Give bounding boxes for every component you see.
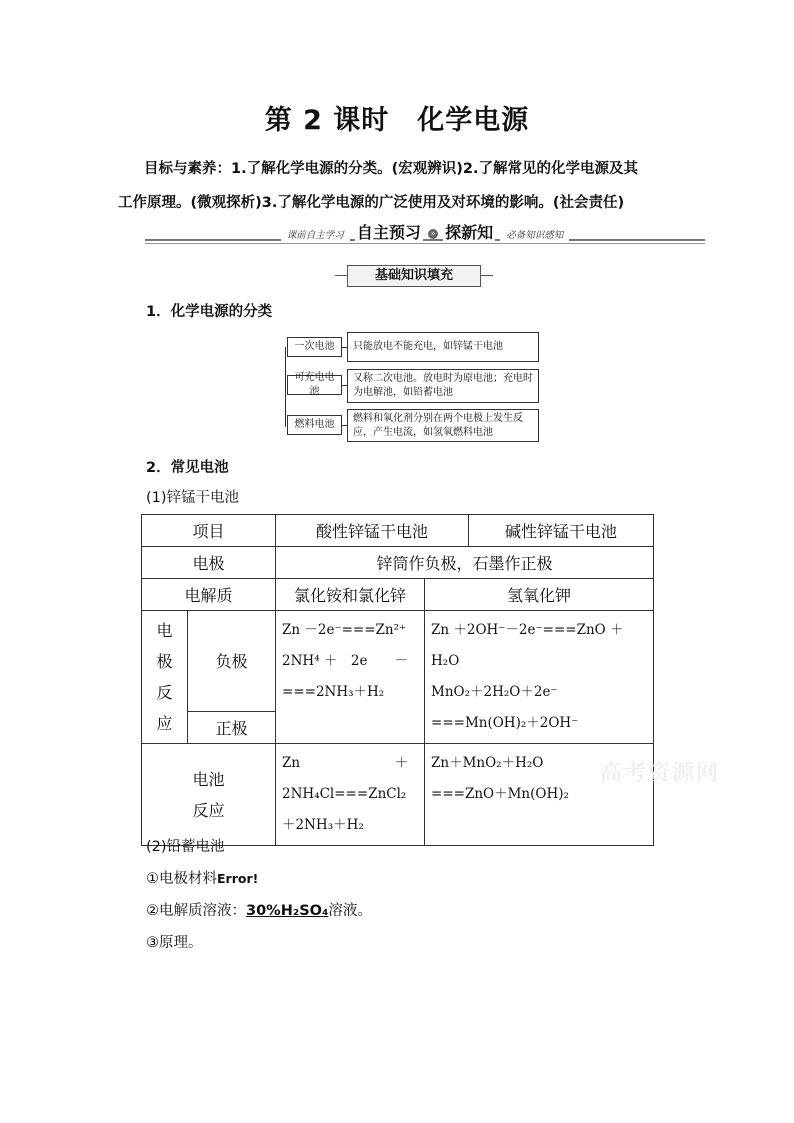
electrolyte-alkaline: 氢氧化钾: [425, 579, 654, 611]
banner-title-left: 自主预习: [356, 223, 421, 242]
equation-line: 2NH₄Cl===ZnCl₂: [282, 786, 407, 802]
subsection-lead-acid: (2)铅蓄电池: [146, 839, 225, 855]
diagram-type-primary: 一次电池: [287, 337, 342, 357]
diagram-desc-rechargeable: 又称二次电池。放电时为原电池；充电时为电解池，如铅蓄电池: [347, 369, 539, 403]
learning-goals: [118, 152, 678, 220]
equation-line: MnO₂＋2H₂O＋2e⁻: [431, 684, 558, 700]
equation-line: Zn＋MnO₂＋H₂O: [431, 755, 544, 771]
diagram-connector: [285, 347, 286, 427]
diagram-desc-primary: 只能放电不能充电，如锌锰干电池: [347, 332, 539, 362]
classification-diagram: [280, 331, 542, 443]
cell-reaction-label-line: 电池: [192, 769, 225, 789]
row-label-cell-reaction: [142, 744, 276, 846]
reaction-label-char: 反: [156, 683, 173, 702]
acidic-electrode-equations: [276, 611, 425, 744]
page-title: 第 2 课时 化学电源: [264, 105, 530, 136]
item-principle: ③原理。: [146, 935, 203, 951]
item-label: ②电解质溶液：: [146, 903, 246, 919]
reaction-label-char: 极: [156, 652, 173, 671]
watermark: 高考资源网: [600, 761, 721, 786]
banner-left-caption: 课前自主学习: [281, 230, 350, 241]
equation-line: Zn －2e⁻===Zn²⁺: [282, 622, 407, 638]
alkaline-electrode-equations: [425, 611, 654, 744]
item-electrode-material: [146, 867, 258, 888]
cell-reaction-label-line: 反应: [192, 800, 225, 820]
banner-title-right: 探新知: [445, 223, 494, 242]
diagram-type-rechargeable: 可充电电池: [287, 375, 342, 395]
diagram-type-fuel: 燃料电池: [287, 415, 342, 435]
row-label-positive: 正极: [188, 711, 276, 743]
row-label-negative: 负极: [188, 611, 276, 712]
equation-line: Zn ＋2OH⁻－2e⁻===ZnO ＋: [431, 622, 624, 638]
header-acidic: 酸性锌锰干电池: [276, 515, 469, 547]
row-label-electrode-reaction: [142, 611, 188, 744]
equation-line: ＋2NH₃＋H₂: [282, 817, 364, 833]
header-item: 项目: [142, 515, 276, 547]
section-banner: [145, 218, 705, 248]
banner-rule-thin: [145, 243, 705, 244]
row-label-electrode: 电极: [142, 547, 276, 579]
equation-line: Zn ＋: [282, 755, 409, 771]
row-label-electrolyte: 电解质: [142, 579, 276, 611]
header-alkaline: 碱性锌锰干电池: [469, 515, 654, 547]
arrow-right-icon: »: [428, 229, 438, 239]
equation-line: ===2NH₃＋H₂: [282, 684, 385, 700]
section-1-heading: 1．化学电源的分类: [146, 304, 273, 320]
reaction-label-char: 应: [156, 714, 173, 733]
item-label: ①电极材料: [146, 871, 217, 887]
goals-line-2: 工作原理。(微观探析)3.了解化学电源的广泛使用及对环境的影响。(社会责任): [118, 195, 625, 211]
equation-line: 2NH⁴ ＋ 2e －: [282, 653, 408, 669]
error-text: Error!: [217, 871, 259, 886]
acidic-cell-reaction: [276, 744, 425, 846]
subsection-zinc-manganese: (1)锌锰干电池: [146, 490, 240, 506]
electrolyte-acidic: 氯化铵和氯化锌: [276, 579, 425, 611]
item-suffix: 溶液。: [328, 903, 372, 919]
equation-line: ===Mn(OH)₂＋2OH⁻: [431, 715, 579, 731]
zinc-manganese-table: [141, 514, 654, 846]
reaction-label-char: 电: [156, 621, 173, 640]
goals-line-1: 目标与素养：1.了解化学电源的分类。(宏观辨识)2.了解常见的化学电源及其: [144, 161, 638, 177]
section-2-heading: 2．常见电池: [146, 460, 229, 476]
electrode-value: 锌筒作负极，石墨作正极: [276, 547, 654, 579]
electrolyte-answer: 30%H₂SO₄: [246, 903, 329, 919]
diagram-desc-fuel: 燃料和氧化剂分别在两个电极上发生反应，产生电流，如氢氧燃料电池: [347, 409, 539, 442]
equation-line: ===ZnO＋Mn(OH)₂: [431, 786, 569, 802]
banner-right-caption: 必备知识感知: [500, 230, 569, 241]
section-tag: 基础知识填充: [347, 265, 481, 287]
equation-line: H₂O: [431, 653, 460, 669]
item-electrolyte: [146, 899, 372, 920]
